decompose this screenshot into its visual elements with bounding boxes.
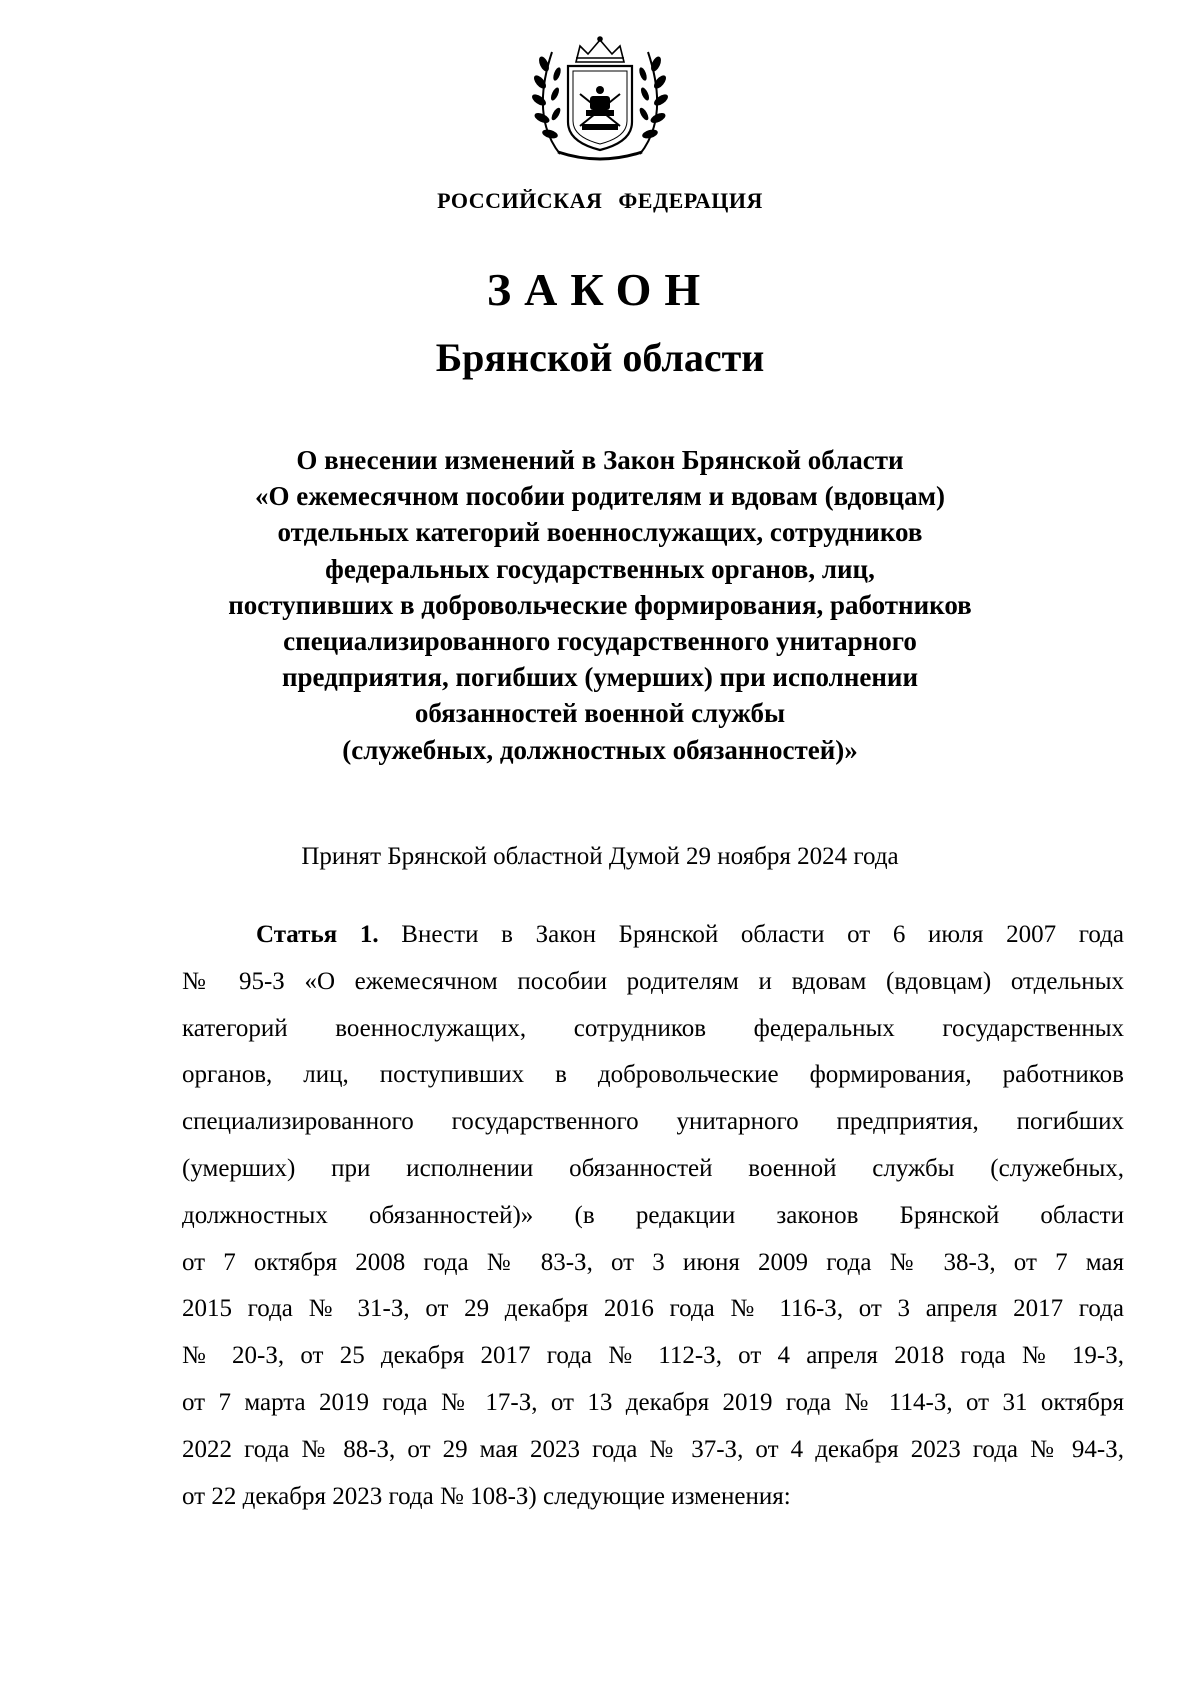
article-line: 2015 года № 31-З, от 29 декабря 2016 года № 116-З, от 3 апреля 2017 года [182, 1295, 1124, 1323]
article-line: категорий военнослужащих, сотрудников федеральных государственных [182, 1014, 1124, 1042]
law-heading: ЗАКОН [486, 264, 714, 315]
document-title [150, 442, 1050, 768]
title-line: федеральных государственных органов, лиц, [325, 553, 875, 584]
article-line: должностных обязанностей)» (в редакции законов Брянской области [182, 1201, 1124, 1229]
title-line: «О ежемесячном пособии родителям и вдовам (вдовцам) [255, 481, 945, 512]
article-line-text: Внести в Закон Брянской области от 6 июля 2007 года [401, 921, 1124, 948]
title-line: специализированного государственного унитарного [283, 626, 917, 657]
article-lead: Статья 1. [256, 921, 379, 948]
title-line: поступивших в добровольческие формирования, работников [228, 589, 972, 620]
title-line: обязанностей военной службы [414, 698, 786, 729]
coat-of-arms-icon [530, 34, 670, 166]
article-line: специализированного государственного унитарного предприятия, погибших [182, 1108, 1124, 1136]
article-line: от 7 марта 2019 года № 17-З, от 13 декабря 2019 года № 114-З, от 31 октября [182, 1388, 1124, 1416]
region-heading: Брянской области [435, 335, 765, 380]
article-1 [182, 912, 1124, 1520]
article-line: № 95-З «О ежемесячном пособии родителям и вдовам (вдовцам) отдельных [182, 967, 1124, 995]
article-line: (умерших) при исполнении обязанностей военной службы (служебных, [182, 1154, 1124, 1182]
title-line: отдельных категорий военнослужащих, сотрудников [277, 517, 923, 548]
article-line: органов, лиц, поступивших в добровольческие формирования, работников [182, 1061, 1124, 1089]
title-line: (служебных, должностных обязанностей)» [342, 734, 858, 765]
title-line: О внесении изменений в Закон Брянской области [296, 445, 904, 475]
article-line: от 22 декабря 2023 года № 108-З) следующие изменения: [182, 1482, 791, 1510]
article-line: 2022 года № 88-З, от 29 мая 2023 года № 37-З, от 4 декабря 2023 года № 94-З, [182, 1435, 1124, 1463]
country-heading: РОССИЙСКАЯ ФЕДЕРАЦИЯ [437, 188, 763, 213]
article-line: № 20-З, от 25 декабря 2017 года № 112-З, от 4 апреля 2018 года № 19-З, [182, 1342, 1124, 1370]
article-line [182, 912, 1124, 959]
title-line: предприятия, погибших (умерших) при исполнении [281, 662, 919, 693]
article-line: от 7 октября 2008 года № 83-З, от 3 июня 2009 года № 38-З, от 7 мая [182, 1248, 1124, 1276]
adoption-note: Принят Брянской областной Думой 29 ноября 2024 года [301, 843, 899, 870]
